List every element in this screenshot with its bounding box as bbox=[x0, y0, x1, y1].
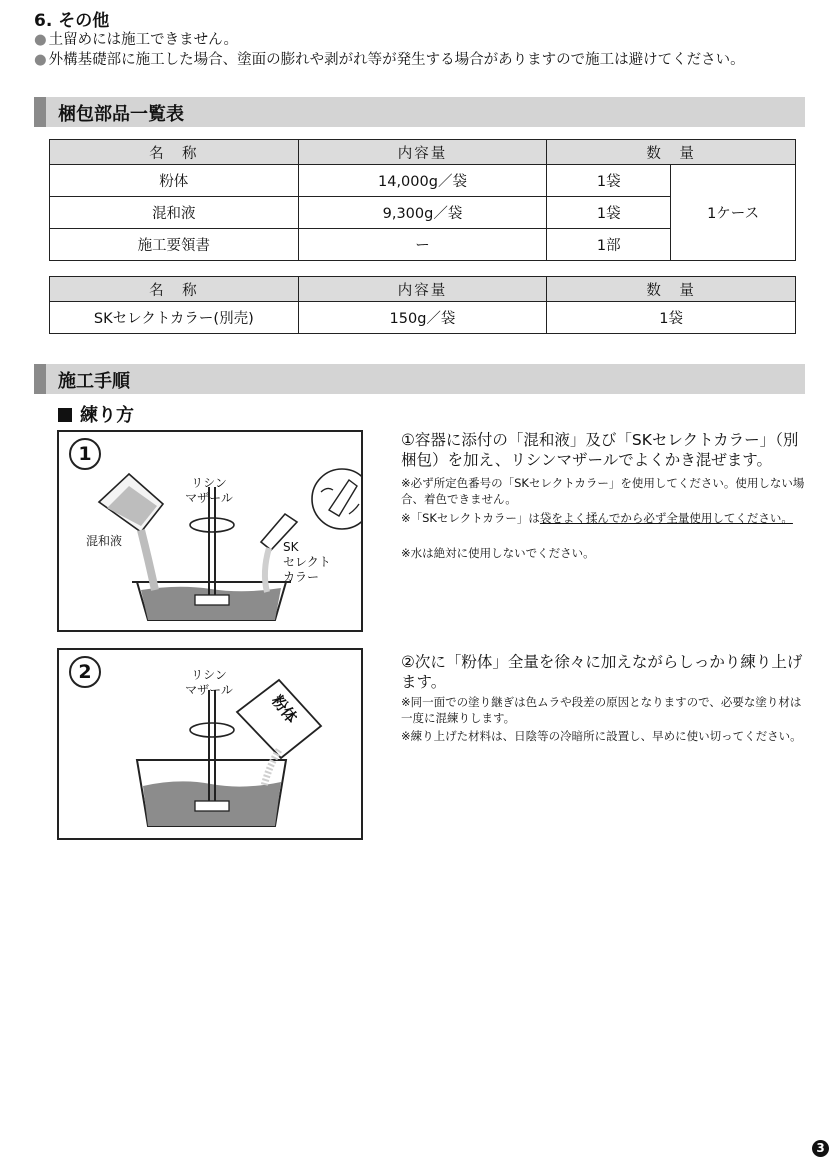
table-header-row bbox=[50, 277, 796, 302]
cell-qty: 1袋 bbox=[547, 302, 796, 334]
header-qty: 数 量 bbox=[547, 140, 796, 165]
step1-note-1: ※必ず所定色番号の「SKセレクトカラー」を使用してください。使用しない場合、着色できません。 bbox=[401, 476, 805, 506]
step2-main-text: ②次に「粉体」全量を徐々に加えながらしっかり練り上げます。 bbox=[401, 653, 803, 691]
header-name: 名 称 bbox=[50, 277, 299, 302]
note-underlined-text: 袋をよく揉んでから必ず全量使用してください。 bbox=[539, 511, 793, 525]
step2-note-2: ※練り上げた材料は、日陰等の冷暗所に設置し、早めに使い切ってください。 bbox=[401, 729, 802, 743]
cell-name: 施工要領書 bbox=[50, 229, 299, 261]
step2-number: 2 bbox=[69, 656, 101, 688]
cell-name: 粉体 bbox=[50, 165, 299, 197]
header-qty: 数 量 bbox=[547, 277, 796, 302]
step1-main-text: ①容器に添付の「混和液」及び「SKセレクトカラー」（別梱包）を加え、リシンマザールでよくかき混ぜます。 bbox=[401, 431, 799, 469]
step2-note-1: ※同一面での塗り継ぎは色ムラや段差の原因となりますので、必要な塗り材は一度に混練りします。 bbox=[401, 695, 802, 725]
mixer-label bbox=[179, 476, 239, 506]
mixer-label bbox=[179, 668, 239, 698]
cell-qty: 1袋 bbox=[547, 197, 671, 229]
subtitle-text: 練り方 bbox=[80, 405, 134, 426]
cell-qty: 1部 bbox=[547, 229, 671, 261]
mixing-illustration bbox=[59, 432, 361, 630]
procedure-section-header bbox=[34, 364, 805, 394]
section-accent-bar bbox=[34, 364, 46, 394]
packing-table bbox=[49, 139, 796, 261]
table-row bbox=[50, 165, 796, 197]
table-row bbox=[50, 302, 796, 334]
step1-note-3: ※水は絶対に使用しないでください。 bbox=[401, 546, 595, 560]
step1-number: 1 bbox=[69, 438, 101, 470]
section-accent-bar bbox=[34, 97, 46, 127]
bullet-dot-icon: ● bbox=[34, 52, 47, 68]
label-text: リシン マザール bbox=[185, 668, 233, 697]
color-label bbox=[283, 540, 343, 585]
cell-case: 1ケース bbox=[671, 165, 796, 261]
cell-content: 14,000g／袋 bbox=[298, 165, 547, 197]
label-text: リシン マザール bbox=[185, 476, 233, 505]
liquid-label bbox=[79, 534, 129, 549]
procedure-title: 施工手順 bbox=[58, 371, 130, 392]
step1-illustration bbox=[57, 430, 363, 632]
header-content: 内容量 bbox=[298, 277, 547, 302]
procedure-subtitle bbox=[58, 401, 134, 427]
page-number: 3 bbox=[812, 1140, 829, 1157]
note-text: ※「SKセレクトカラー」は bbox=[401, 511, 540, 525]
label-text: SK セレクト カラー bbox=[283, 540, 331, 584]
bullet-text: 外構基礎部に施工した場合、塗面の膨れや剥がれ等が発生する場合がありますので施工は避けてください。 bbox=[48, 52, 745, 68]
section6-title: 6. その他 bbox=[34, 11, 110, 31]
header-name: 名 称 bbox=[50, 140, 299, 165]
packing-title: 梱包部品一覧表 bbox=[58, 104, 184, 125]
cell-name: 混和液 bbox=[50, 197, 299, 229]
cell-content: 9,300g／袋 bbox=[298, 197, 547, 229]
table-header-row bbox=[50, 140, 796, 165]
section6-bullet-1 bbox=[34, 28, 238, 49]
packing-section-header bbox=[34, 97, 805, 127]
cell-content: 150g／袋 bbox=[298, 302, 547, 334]
square-bullet-icon bbox=[58, 408, 72, 422]
bullet-dot-icon: ● bbox=[34, 32, 47, 48]
step2-illustration bbox=[57, 648, 363, 840]
header-content: 内容量 bbox=[298, 140, 547, 165]
bullet-text: 土留めには施工できません。 bbox=[48, 32, 239, 48]
label-text: 混和液 bbox=[85, 534, 122, 548]
cell-name: SKセレクトカラー(別売) bbox=[50, 302, 299, 334]
label-text: 粉体 bbox=[268, 691, 301, 727]
cell-qty: 1袋 bbox=[547, 165, 671, 197]
step1-note-2 bbox=[401, 510, 811, 526]
cell-content: ー bbox=[298, 229, 547, 261]
section6-bullet-2 bbox=[34, 48, 745, 69]
option-table bbox=[49, 276, 796, 334]
